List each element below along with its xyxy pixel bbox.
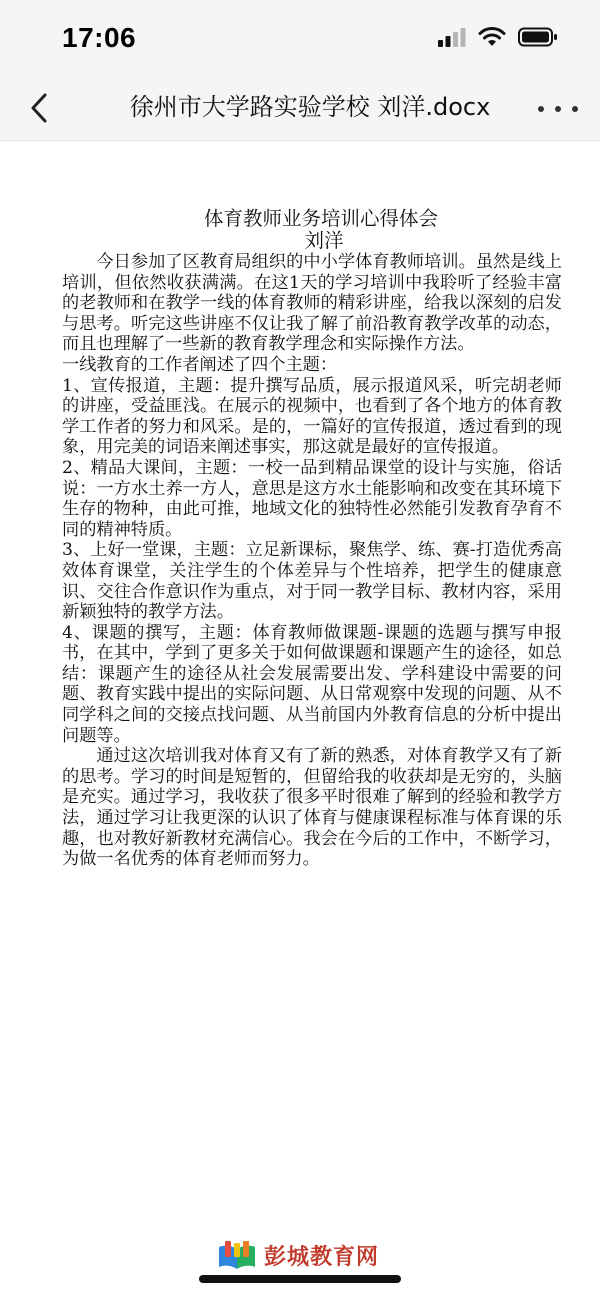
back-button[interactable] <box>22 88 56 128</box>
wifi-icon <box>478 27 506 47</box>
document-body <box>62 208 562 870</box>
battery-icon <box>518 27 558 47</box>
document-filename: 徐州市大学路实验学校 刘洋.docx <box>129 93 491 121</box>
paragraph-topic-4: 4、课题的撰写，主题：体育教师做课题-课题的选题与撰写申报书，在其中，学到了更多关于如何做课题和课题产生的途径，如总结：课题产生的途径从社会发展需要出发、学科建设中需要的问题、教育实践中提出的实际问题、从日常观察中发现的问题、从不同学科之间的交接点找问题、从当前国内外教育信息的分析中提出问题等。 <box>62 622 562 746</box>
system-icons <box>438 27 558 47</box>
cellular-signal-icon <box>438 27 466 47</box>
more-dot <box>572 106 578 112</box>
book-logo-icon <box>218 1241 256 1271</box>
home-indicator[interactable] <box>199 1275 401 1283</box>
document-title: 体育教师业务培训心得体会 <box>203 207 438 230</box>
paragraph-topics-heading: 一线教育的工作者阐述了四个主题： <box>62 354 338 375</box>
chevron-left-icon <box>30 93 48 123</box>
paragraph-conclusion: 通过这次培训我对体育又有了新的熟悉，对体育教学又有了新的思考。学习的时间是短暂的，但留给我的收获却是无穷的，头脑是充实。通过学习，我收获了很多平时很难了解到的经验和教学方法，通过学习让我更深的认识了体育与健康课程标准与体育课的乐趣，也对教好新教材充满信心。我会在今后的工作中，不断学习，为做一名优秀的体育老师而努力。 <box>62 746 562 870</box>
watermark-logo <box>218 1240 379 1271</box>
paragraph-topic-2: 2、精品大课间，主题：一校一品到精品课堂的设计与实施，俗话说：一方水土养一方人，意思是这方水土能影响和改变在其环境下生存的物种，由此可推，地域文化的独特性必然能引发教育孕育不同的精神特质。 <box>62 457 562 540</box>
top-chrome <box>0 0 600 141</box>
paragraph-intro: 今日参加了区教育局组织的中小学体育教师培训。虽然是线上培训，但依然收获满满。在这1天的学习培训中我聆听了经验丰富的老教师和在教学一线的体育教师的精彩讲座，给我以深刻的启发与思考。听完这些讲座不仅让我了解了前沿教育教学改革的动态，而且也理解了一些新的教育教学理念和实际操作方法。 <box>62 252 562 355</box>
document-author: 刘洋 <box>304 229 344 252</box>
status-bar <box>0 0 600 76</box>
paragraph-topic-1: 1、宣传报道，主题：提升撰写品质，展示报道风采，听完胡老师的讲座，受益匪浅。在展示的视频中，也看到了各个地方的体育教学工作者的努力和风采。是的，一篇好的宣传报道，透过看到的现象，用完美的词语来阐述事实，那这就是最好的宣传报道。 <box>62 375 562 458</box>
navigation-bar <box>0 76 600 140</box>
more-dots-icon <box>538 106 544 112</box>
watermark-text: 彭城教育网 <box>264 1245 380 1270</box>
status-time: 17:06 <box>62 22 137 53</box>
paragraph-topic-3: 3、上好一堂课，主题：立足新课标，聚焦学、练、赛-打造优秀高效体育课堂，关注学生的个体差异与个性培养，把学生的健康意识、交往合作意识作为重点，对于同一教学目标、教材内容，采用新颖独特的教学方法。 <box>62 540 562 623</box>
more-options-button[interactable] <box>538 94 578 124</box>
more-dot <box>555 106 561 112</box>
